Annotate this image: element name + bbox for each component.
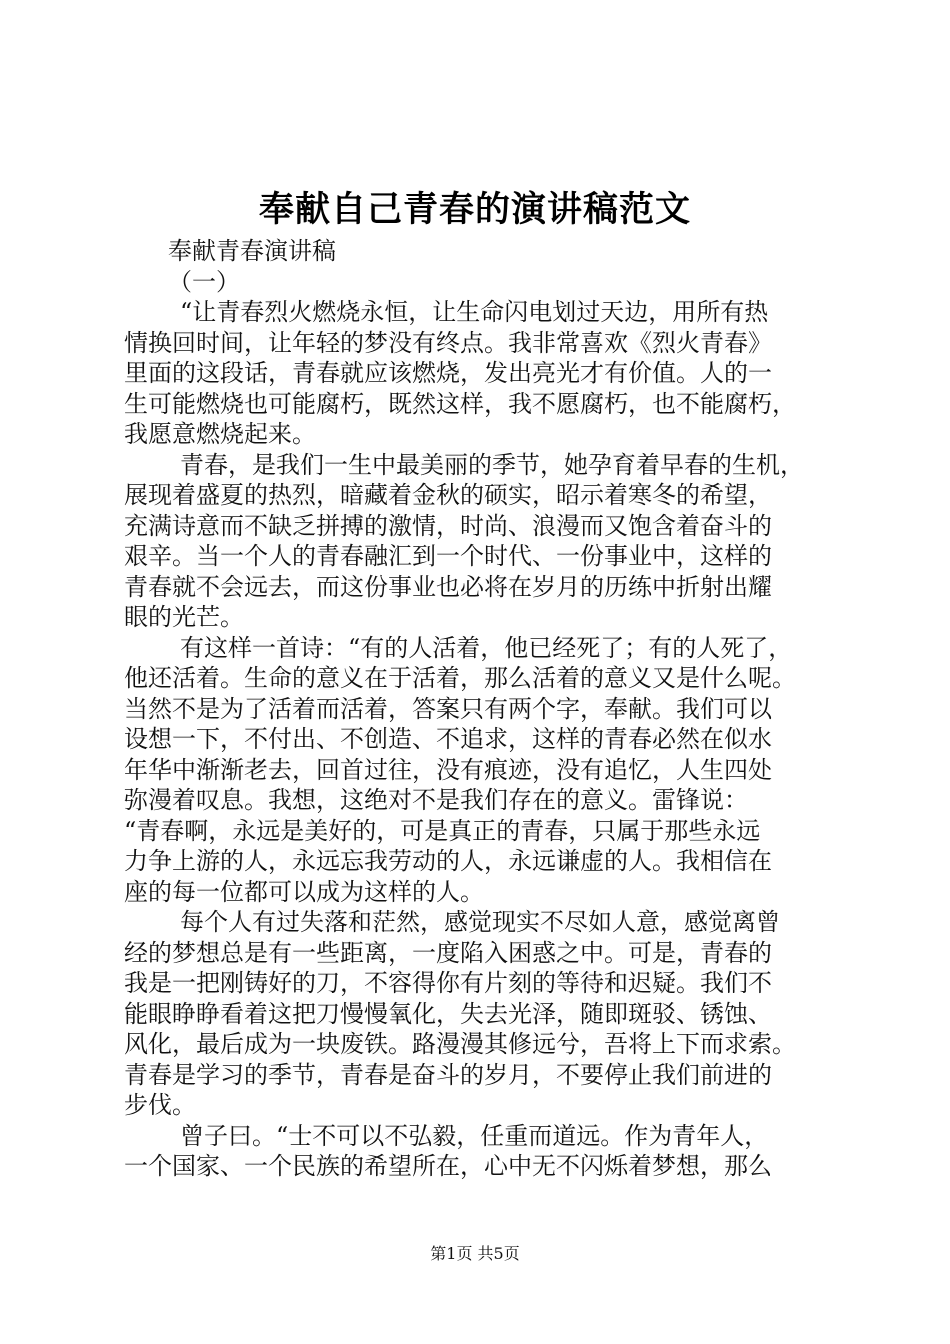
paragraph-line: 力争上游的人，永远忘我劳动的人，永远谦虚的人。我相信在 — [124, 847, 772, 875]
paragraph-line: 青春就不会远去，而这份事业也必将在岁月的历练中折射出耀 — [124, 572, 772, 601]
paragraph-line: 眼的光芒。 — [124, 603, 244, 631]
paragraph-line: 我愿意燃烧起来。 — [124, 420, 316, 448]
paragraph-line: 曾子曰。“士不可以不弘毅，任重而道远。作为青年人， — [180, 1121, 769, 1150]
document-body — [124, 236, 838, 1182]
paragraph-line: 展现着盛夏的热烈，暗藏着金秋的硕实，昭示着寒冬的希望， — [124, 481, 772, 509]
paragraph-line: 艰辛。当一个人的青春融汇到一个时代、一份事业中，这样的 — [124, 542, 772, 570]
paragraph-line: “让青春烈火燃烧永恒，让生命闪电划过天边，用所有热 — [180, 298, 769, 326]
paragraph-line: 每个人有过失落和茫然，感觉现实不尽如人意，感觉离曾 — [180, 908, 780, 936]
page-footer: 第1页 共5页 — [430, 1244, 520, 1263]
paragraph-line: 风化，最后成为一块废铁。路漫漫其修远兮，吾将上下而求索。 — [124, 1030, 796, 1058]
paragraph-line: 当然不是为了活着而活着，答案只有两个字，奉献。我们可以 — [124, 694, 772, 723]
paragraph-line: 一个国家、一个民族的希望所在，心中无不闪烁着梦想，那么 — [124, 1152, 772, 1180]
document-title: 奉献自己青春的演讲稿范文 — [258, 189, 691, 230]
paragraph-line: 设想一下，不付出、不创造、不追求，这样的青春必然在似水 — [124, 725, 772, 753]
paragraph-line: 青春是学习的季节，青春是奋斗的岁月，不要停止我们前进的 — [124, 1060, 772, 1089]
paragraph-line: 我是一把刚铸好的刀，不容得你有片刻的等待和迟疑。我们不 — [124, 969, 772, 997]
document-subtitle: 奉献青春演讲稿 — [168, 237, 336, 265]
paragraph-line: 充满诗意而不缺乏拼搏的激情，时尚、浪漫而又饱含着奋斗的 — [124, 511, 772, 540]
paragraph-line: 座的每一位都可以成为这样的人。 — [124, 877, 484, 906]
section-number: （一） — [168, 267, 240, 296]
paragraph-line: 里面的这段话，青春就应该燃烧，发出亮光才有价值。人的一 — [124, 359, 772, 387]
paragraph-line: 生可能燃烧也可能腐朽，既然这样，我不愿腐朽，也不能腐朽， — [124, 389, 796, 418]
paragraph-line: 有这样一首诗：“有的人活着，他已经死了；有的人死了， — [180, 633, 793, 662]
paragraph-line: 经的梦想总是有一些距离，一度陷入困惑之中。可是，青春的 — [124, 938, 772, 967]
paragraph-line: 青春，是我们一生中最美丽的季节，她孕育着早春的生机， — [180, 450, 804, 479]
paragraph-line: “青春啊，永远是美好的，可是真正的青春，只属于那些永远 — [124, 816, 761, 845]
paragraph-line: 情换回时间，让年轻的梦没有终点。我非常喜欢《烈火青春》 — [124, 328, 772, 357]
paragraph-line: 能眼睁睁看着这把刀慢慢氧化，失去光泽，随即斑驳、锈蚀、 — [124, 999, 772, 1028]
paragraph-line: 步伐。 — [124, 1091, 196, 1119]
paragraph-line: 弥漫着叹息。我想，这绝对不是我们存在的意义。雷锋说： — [124, 786, 748, 814]
paragraph-line: 他还活着。生命的意义在于活着，那么活着的意义又是什么呢。 — [124, 664, 796, 692]
paragraph-line: 年华中渐渐老去，回首过往，没有痕迹，没有追忆，人生四处 — [124, 755, 772, 784]
